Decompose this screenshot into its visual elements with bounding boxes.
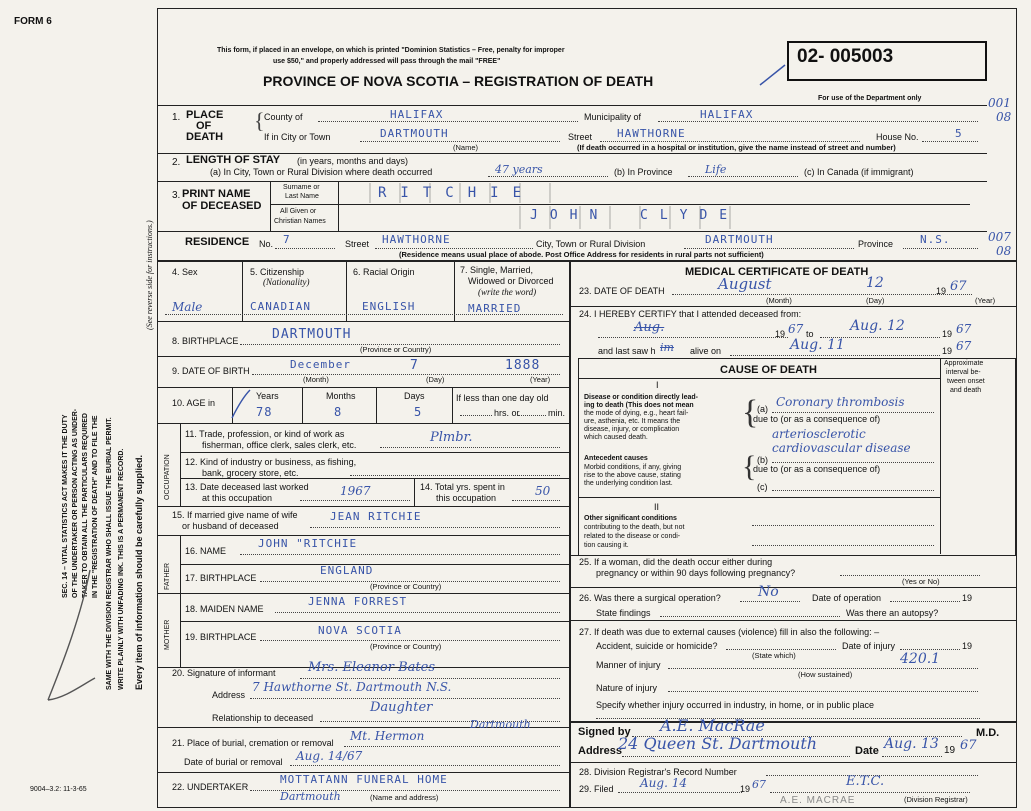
place-label-2: OF xyxy=(196,120,212,132)
other-1: Other significant conditions xyxy=(584,515,677,522)
dod-month-caption: (Month) xyxy=(766,296,792,305)
dob-day-caption: (Day) xyxy=(426,375,445,384)
father-birthplace: ENGLAND xyxy=(320,564,374,577)
frame-top xyxy=(157,8,1017,9)
marital-label-3: (write the word) xyxy=(478,287,537,297)
relationship-value: Daughter xyxy=(370,700,433,715)
roman-one: I xyxy=(656,380,659,390)
header-pen-tick xyxy=(755,60,795,90)
from-year-prefix: 19 xyxy=(775,329,786,339)
undertaker-caption: (Name and address) xyxy=(370,793,439,802)
total-years-label-2: this occupation xyxy=(436,493,497,503)
dept-code-4: 08 xyxy=(996,244,1012,258)
roman-two: II xyxy=(654,502,660,512)
medical-heading: MEDICAL CERTIFICATE OF DEATH xyxy=(685,266,869,278)
stay-label: LENGTH OF STAY xyxy=(186,154,281,166)
cause-a-value: Coronary thrombosis xyxy=(776,395,905,409)
injury-year-prefix: 19 xyxy=(962,641,973,651)
citizenship-note: (Nationality) xyxy=(263,277,310,287)
side-text-7: Every item of information should be carefully supplied. xyxy=(134,454,144,690)
filed-year-prefix: 19 xyxy=(740,784,751,794)
other-3: related to the disease or condi- xyxy=(584,533,681,540)
given-name-1: JOHN xyxy=(530,208,610,223)
antecedent-3: rise to the above cause, stating xyxy=(584,472,681,479)
alive-on-label: alive on xyxy=(690,346,722,356)
residence-label: RESIDENCE xyxy=(185,236,250,248)
marital-value: MARRIED xyxy=(468,302,522,315)
deceased-num: 3. xyxy=(172,190,181,201)
to-year-prefix: 19 xyxy=(942,329,953,339)
father-birthplace-label: 17. BIRTHPLACE xyxy=(185,573,257,583)
signature-date-label: Date xyxy=(855,745,879,757)
age-days-label: Days xyxy=(404,391,425,401)
alive-on: Aug. 11 xyxy=(790,337,845,353)
undertaker-value: MOTTATANN FUNERAL HOME xyxy=(280,773,448,786)
to-year: 67 xyxy=(956,322,972,336)
marital-label-2: Widowed or Divorced xyxy=(468,276,554,286)
external-label: 27. If death was due to external causes (violence) fill in also the following: – xyxy=(579,627,880,637)
informant-address: 7 Hawthorne St. Dartmouth N.S. xyxy=(252,680,452,694)
birthplace-value: DARTMOUTH xyxy=(272,327,352,342)
city-value: DARTMOUTH xyxy=(380,127,449,140)
specify-label: Specify whether injury occurred in industry, in home, or in public place xyxy=(596,700,874,710)
dob-day: 7 xyxy=(410,358,419,373)
frame-right xyxy=(1016,8,1017,808)
dept-code-1: 001 xyxy=(988,96,1011,110)
age-years: 78 xyxy=(256,405,273,419)
marital-label-1: 7. Single, Married, xyxy=(460,265,534,275)
citizenship-value: CANADIAN xyxy=(250,300,311,313)
side-text-8: (See reverse side for instructions.) xyxy=(145,220,154,330)
age-months-label: Months xyxy=(326,391,356,401)
county-label: County of xyxy=(264,112,303,122)
operation-date-label: Date of operation xyxy=(812,593,882,603)
injury-code: 420.1 xyxy=(900,651,941,667)
dob-month: December xyxy=(290,358,351,371)
notice-line-1: This form, if placed in an envelope, on which is printed "Dominion Statistics – Free, penalty for improper xyxy=(217,47,565,54)
citizenship-label: 5. Citizenship xyxy=(250,267,305,277)
age-years-label: Years xyxy=(256,391,279,401)
surgery-value: No xyxy=(758,584,779,600)
burial-place: Mt. Hermon xyxy=(350,729,425,743)
mother-birthplace-label: 19. BIRTHPLACE xyxy=(185,632,257,642)
side-text-4: IN THE "REGISTRATION OF DEATH" AND TO FILE THE xyxy=(92,415,99,598)
mother-side-label: MOTHER xyxy=(164,619,171,650)
antecedent-1: Antecedent causes xyxy=(584,455,648,462)
age-lt-label: If less than one day old xyxy=(456,393,549,403)
father-name-label: 16. NAME xyxy=(185,546,227,556)
antecedent-4: the underlying condition last. xyxy=(584,480,673,487)
burial-date: Aug. 14/67 xyxy=(296,749,363,763)
age-months: 8 xyxy=(334,405,343,419)
residence-no: 7 xyxy=(283,233,291,246)
surname-label-1: Surname or xyxy=(283,184,320,191)
dob-year-caption: (Year) xyxy=(530,375,551,384)
cause-heading: CAUSE OF DEATH xyxy=(720,364,817,376)
surgery-label: 26. Was there a surgical operation? xyxy=(579,593,721,603)
surname-value: RITCHIE xyxy=(378,185,536,201)
sex-value: Male xyxy=(172,300,203,314)
death-registration-form: FORM 6 SEC. 14 – VITAL STATISTICS ACT MAKES IT THE DUTY OF THE UNDERTAKER OR PERSON ACTING AS UNDER- TAKER TO OBTAIN ALL THE PARTICULARS REQUIRED IN THE "REGISTRATION OF DEATH" AND TO FILE THE SAME WITH THE DIVISION REGISTRAR WHO SHALL ISSUE THE BURIAL PERMIT. WRITE PLAINLY WITH UNFADING INK. THIS IS A PERMANENT RECORD. Every item of information should be carefully supplied. (See reverse side for instructions.) 9004–3.2: 11-3-65 This form, if placed in an envelope, on which is printed "Dominion Statistics – Free, penalty for improper use $50," and properly addressed will pass through the mail "FREE" PROVINCE OF NOVA SCOTIA – REGISTRATION OF DEATH 02- 005003 For use of the Department only 001 08 007 08 1. PLACE OF DEATH { County of HALIFAX Municipality of HALIFAX If in City or Town DARTMOUTH (Name) Street HAWTHORNE House No. 5 (If death occurred in a hospital or institution, give the name instead of street and number) 2. LENGTH OF STAY (in years, months and days) (a) In City, Town or Rural Division where death occurred 47 years (b) In Province Life (c) In Canada (if immigrant) 3. PRINT NAME OF DECEASED Surname or Last Name All Given or Christian Names RITCHIE JOHN CLYDE RESIDENCE No. 7 Street HAWTHORNE City, Town or Rural Division DARTMOUTH Province N.S. (Residence means usual place of abode. Post Office Address for residents in rural parts not sufficient) 4. Sex Male 5. Citizenship (Nationality) CANADIAN 6. Racial Origin ENGLISH 7. Single, Married, Widowed or Divorced (write the word) MARRIED 8. BIRTHPLACE DARTMOUTH (Province or Country) 9. DATE OF BIRTH December 7 1888 (Month) (Day) (Year) 10. AGE in Years Months Days 78 8 5 If less than one day old hrs. or min. OCCUPATION 11. Trade, profession, or kind of work as fisherman, office clerk, sales clerk, etc. Plmbr. 12. Kind of industry or business, as fishing, bank, grocery store, etc. 13. Date deceased last worked at this occupation 1967 14. Total yrs. spent in this occupation 50 15. If married give name of wife or husband of deceased JEAN RITCHIE FATHER 16. NAME JOHN "RITCHIE 17. BIRTHPLACE ENGLAND (Province or Country) MOTHER 18. MAIDEN NAME JENNA FORREST 19. BIRTHPLACE NOVA SCOTIA (Province or Country) 20. Signature of informant Mrs. Eleanor Bates Address 7 Hawthorne St. Dartmouth N.S. Relationship to deceased Daughter 21. Place of burial, cremation or removal Dartmouth Mt. Hermon Date of burial or removal Aug. 14/67 22. UNDERTAKER MOTTATANN FUNERAL HOME Dartmouth (Name and address) MEDICAL CERTIFICATE OF DEATH 23. DATE OF DEATH August 12 19 67 (Month) (Day) (Year) 24. I HEREBY CERTIFY that I attended deceased from: Aug. 19 67 to Aug. 12 19 67 and last saw h im alive on Aug. 11 19 67 CAUSE OF DEATH Approximate interval be- tween onset and death I Disease or condition directly lead- ing to death (This does not mean the mode of dying, e.g., heart fail- ure, asthenia, etc. It means the disease, injury, or complication which caused death. { (a) Coronary thrombosis due to (or as a consequence of) arteriosclerotic cardiovascular disease Antecedent causes Morbid conditions, if any, giving rise to the above cause, stating the underlying condition last. { (b) due to (or as a consequence of) (c) II Other significant conditions contributing to the death, but not related to the disease or condi- tion causing it. 25. If a woman, did the death occur either during pregnancy or within 90 days following pregnancy? (Yes or No) 26. Was there a surgical operation? No Date of operation 19 State findings Was there an autopsy? 27. If death was due to external causes (violence) fill in also the following: – Accident, suicide or homicide? (State which) Date of injury 19 Manner of injury 420.1 (How sustained) Nature of injury Specify whether injury occurred in industry, in home, or in public place Signed by A.E. MacRae M.D. Address 24 Queen St. Dartmouth Date Aug. 13 19 67 28. Division Registrar's Record Number 29. Filed Aug. 14 19 67 E.T.C. (Division Registrar) A.E. MACRAE xyxy=(0,0,1031,811)
other-4: tion causing it. xyxy=(584,542,629,549)
filed-value: Aug. 14 xyxy=(640,776,687,790)
from-year: 67 xyxy=(788,322,804,336)
occupation-side-label: OCCUPATION xyxy=(164,454,171,500)
industry-label-2: bank, grocery store, etc. xyxy=(202,468,299,478)
deceased-label-2: OF DECEASED xyxy=(182,200,262,212)
stay-num: 2. xyxy=(172,157,181,168)
municipality-label: Municipality of xyxy=(584,112,642,122)
county-value: HALIFAX xyxy=(390,108,444,121)
signed-by-label: Signed by xyxy=(578,726,631,738)
burial-place-2: Dartmouth xyxy=(470,718,531,731)
manner-label: Manner of injury xyxy=(596,660,661,670)
stay-canada-label: (c) In Canada (if immigrant) xyxy=(804,167,914,177)
dod-label: 23. DATE OF DEATH xyxy=(579,286,665,296)
father-side-label: FATHER xyxy=(164,562,171,590)
trade-label-1: 11. Trade, profession, or kind of work as xyxy=(185,429,345,439)
city-name-caption: (Name) xyxy=(453,143,479,152)
side-text-2: OF THE UNDERTAKER OR PERSON ACTING AS UNDER- xyxy=(72,408,79,598)
age-pen-mark xyxy=(226,388,256,422)
burial-label: 21. Place of burial, cremation or removal xyxy=(172,738,334,748)
stay-city-value: 47 years xyxy=(495,163,543,176)
dept-use-label: For use of the Department only xyxy=(818,95,922,102)
informant-address-label: Address xyxy=(212,690,246,700)
given-name-2: CLYDE xyxy=(640,208,740,223)
dob-label: 9. DATE OF BIRTH xyxy=(172,366,250,376)
sex-label: 4. Sex xyxy=(172,267,198,277)
form-label: FORM 6 xyxy=(14,16,52,27)
frame-left xyxy=(157,8,158,808)
nature-label: Nature of injury xyxy=(596,683,658,693)
house-value: 5 xyxy=(955,127,963,140)
side-text-1: SEC. 14 – VITAL STATISTICS ACT MAKES IT THE DUTY xyxy=(62,414,69,598)
birthplace-caption: (Province or Country) xyxy=(360,345,432,354)
direct-1: Disease or condition directly lead- xyxy=(584,394,698,401)
house-label: House No. xyxy=(876,132,919,142)
injury-date-label: Date of injury xyxy=(842,641,896,651)
signature-date: Aug. 13 xyxy=(884,736,939,752)
dept-code-2: 08 xyxy=(996,110,1012,124)
side-text-6: WRITE PLAINLY WITH UNFADING INK. THIS IS A PERMANENT RECORD. xyxy=(118,448,125,690)
age-hrs-label: hrs. or xyxy=(494,408,520,418)
cause-c-label: (c) xyxy=(757,482,768,492)
dept-code-3: 007 xyxy=(988,230,1011,244)
registrar-stamp: A.E. MACRAE xyxy=(780,795,856,806)
alive-year-prefix: 19 xyxy=(942,346,953,356)
due-to-2: due to (or as a consequence of) xyxy=(753,464,881,474)
place-num: 1. xyxy=(172,112,181,123)
mother-maiden-label: 18. MAIDEN NAME xyxy=(185,604,264,614)
stay-province-value: Life xyxy=(705,163,727,176)
last-worked-label-2: at this occupation xyxy=(202,493,273,503)
form-title: PROVINCE OF NOVA SCOTIA – REGISTRATION OF DEATH xyxy=(263,73,654,89)
cause-b-label: (b) xyxy=(757,455,768,465)
cause-b-value-2: cardiovascular disease xyxy=(772,441,911,455)
place-label-3: DEATH xyxy=(186,131,224,143)
last-saw-mark: im xyxy=(660,341,674,354)
pregnancy-caption: (Yes or No) xyxy=(902,577,940,586)
signature-year: 67 xyxy=(960,738,977,753)
to-label: to xyxy=(806,329,814,339)
direct-2: ing to death (This does not mean xyxy=(584,402,694,409)
street-label: Street xyxy=(568,132,593,142)
notice-line-2: use $50," and properly addressed will pass through the mail "FREE" xyxy=(273,58,501,65)
dod-year-caption: (Year) xyxy=(975,296,996,305)
certify-label: 24. I HEREBY CERTIFY that I attended deceased from: xyxy=(579,309,802,319)
margin-pen-mark xyxy=(20,560,150,710)
last-saw-label: and last saw h xyxy=(598,346,656,356)
operation-year-prefix: 19 xyxy=(962,593,973,603)
dob-month-caption: (Month) xyxy=(303,375,329,384)
place-label-1: PLACE xyxy=(186,109,224,121)
doctor-address: 24 Queen St. Dartmouth xyxy=(618,734,818,753)
birthplace-label: 8. BIRTHPLACE xyxy=(172,336,239,346)
relationship-label: Relationship to deceased xyxy=(212,713,314,723)
direct-5: disease, injury, or complication xyxy=(584,426,680,433)
stay-city-label: (a) In City, Town or Rural Division where death occurred xyxy=(210,167,433,177)
trade-label-2: fisherman, office clerk, sales clerk, etc. xyxy=(202,440,357,450)
residence-province: N.S. xyxy=(920,233,951,246)
racial-label: 6. Racial Origin xyxy=(353,267,415,277)
residence-street: HAWTHORNE xyxy=(382,233,451,246)
registrar-caption: (Division Registrar) xyxy=(904,795,968,804)
age-label: 10. AGE in xyxy=(172,398,216,408)
filed-year: 67 xyxy=(752,778,766,791)
direct-4: ure, asthenia, etc. It means the xyxy=(584,418,681,425)
age-min-label: min. xyxy=(548,408,566,418)
cause-b-value-1: arteriosclerotic xyxy=(772,427,866,441)
signed-by-value: A.E. MacRae xyxy=(660,716,765,735)
undertaker-label: 22. UNDERTAKER xyxy=(172,782,249,792)
direct-6: which caused death. xyxy=(584,434,648,441)
dod-day: 12 xyxy=(866,275,884,291)
attended-from: Aug. xyxy=(634,320,665,335)
spouse-value: JEAN RITCHIE xyxy=(330,510,422,523)
dod-year: 67 xyxy=(950,279,967,294)
attended-to: Aug. 12 xyxy=(850,318,905,334)
registrar-initials: E.T.C. xyxy=(846,774,885,789)
side-text-3: TAKER TO OBTAIN ALL THE PARTICULARS REQUIRED xyxy=(82,413,89,598)
trade-value: Plmbr. xyxy=(430,430,473,445)
approx-4: and death xyxy=(950,387,982,394)
alive-year: 67 xyxy=(956,339,972,353)
direct-3: the mode of dying, e.g., heart fail- xyxy=(584,410,689,417)
age-days: 5 xyxy=(414,405,423,419)
accident-label: Accident, suicide or homicide? xyxy=(596,641,718,651)
spouse-label-2: or husband of deceased xyxy=(182,521,279,531)
spouse-label-1: 15. If married give name of wife xyxy=(172,510,298,520)
residence-street-label: Street xyxy=(345,239,370,249)
given-label-1: All Given or xyxy=(280,208,317,215)
undertaker-value-2: Dartmouth xyxy=(280,790,341,803)
mother-maiden: JENNA FORREST xyxy=(308,595,408,608)
racial-value: ENGLISH xyxy=(362,300,416,313)
residence-city-label: City, Town or Rural Division xyxy=(536,239,646,249)
dod-day-caption: (Day) xyxy=(866,296,885,305)
total-years-label-1: 14. Total yrs. spent in xyxy=(420,482,505,492)
stay-province-label: (b) In Province xyxy=(614,167,673,177)
dob-year: 1888 xyxy=(505,358,541,373)
city-label: If in City or Town xyxy=(264,132,331,142)
municipality-value: HALIFAX xyxy=(700,108,754,121)
given-label-2: Christian Names xyxy=(274,218,326,225)
pregnancy-label-1: 25. If a woman, did the death occur either during xyxy=(579,557,773,567)
side-text-5: SAME WITH THE DIVISION REGISTRAR WHO SHALL ISSUE THE BURIAL PERMIT. xyxy=(106,417,113,690)
autopsy-label: Was there an autopsy? xyxy=(846,608,939,618)
signature-year-prefix: 19 xyxy=(944,745,956,756)
last-worked-value: 1967 xyxy=(340,484,371,498)
informant-label: 20. Signature of informant xyxy=(172,668,276,678)
father-birthplace-caption: (Province or Country) xyxy=(370,582,442,591)
dod-month: August xyxy=(718,275,772,293)
approx-1: Approximate xyxy=(944,360,984,367)
cause-a-label: (a) xyxy=(757,404,768,414)
mother-birthplace: NOVA SCOTIA xyxy=(318,624,402,637)
doctor-address-label: Address xyxy=(578,745,623,757)
other-2: contributing to the death, but not xyxy=(584,524,685,531)
due-to-1: due to (or as a consequence of) xyxy=(753,414,881,424)
residence-province-label: Province xyxy=(858,239,894,249)
approx-3: tween onset xyxy=(947,378,985,385)
filed-label: 29. Filed xyxy=(579,784,614,794)
frame-bottom xyxy=(157,807,1017,808)
surname-label-2: Last Name xyxy=(285,193,319,200)
residence-no-label: No. xyxy=(259,239,274,249)
burial-date-label: Date of burial or removal xyxy=(184,757,283,767)
pregnancy-label-2: pregnancy or within 90 days following pregnancy? xyxy=(596,568,796,578)
hospital-note: (If death occurred in a hospital or institution, give the name instead of street and number) xyxy=(577,143,896,152)
father-name: JOHN "RITCHIE xyxy=(258,537,358,550)
record-number-label: 28. Division Registrar's Record Number xyxy=(579,767,737,777)
md-label: M.D. xyxy=(976,727,1000,739)
dod-year-prefix: 19 xyxy=(936,286,947,296)
state-which-caption: (State which) xyxy=(752,651,796,660)
last-worked-label-1: 13. Date deceased last worked xyxy=(185,482,309,492)
center-divider xyxy=(569,261,571,807)
total-years-value: 50 xyxy=(535,484,551,498)
findings-label: State findings xyxy=(596,608,651,618)
deceased-label-1: PRINT NAME xyxy=(182,188,251,200)
antecedent-2: Morbid conditions, if any, giving xyxy=(584,464,682,471)
mother-birthplace-caption: (Province or Country) xyxy=(370,642,442,651)
how-sustained-caption: (How sustained) xyxy=(798,670,853,679)
residence-city: DARTMOUTH xyxy=(705,233,774,246)
stay-label-note: (in years, months and days) xyxy=(297,156,409,166)
form-number: 02- 005003 xyxy=(797,46,894,67)
informant-signature: Mrs. Eleanor Bates xyxy=(308,660,435,675)
approx-2: interval be- xyxy=(946,369,981,376)
residence-note: (Residence means usual place of abode. Post Office Address for residents in rural parts not sufficient) xyxy=(399,250,764,259)
industry-label-1: 12. Kind of industry or business, as fishing, xyxy=(185,457,357,467)
footer-code: 9004–3.2: 11-3-65 xyxy=(30,786,87,793)
street-value: HAWTHORNE xyxy=(617,127,686,140)
